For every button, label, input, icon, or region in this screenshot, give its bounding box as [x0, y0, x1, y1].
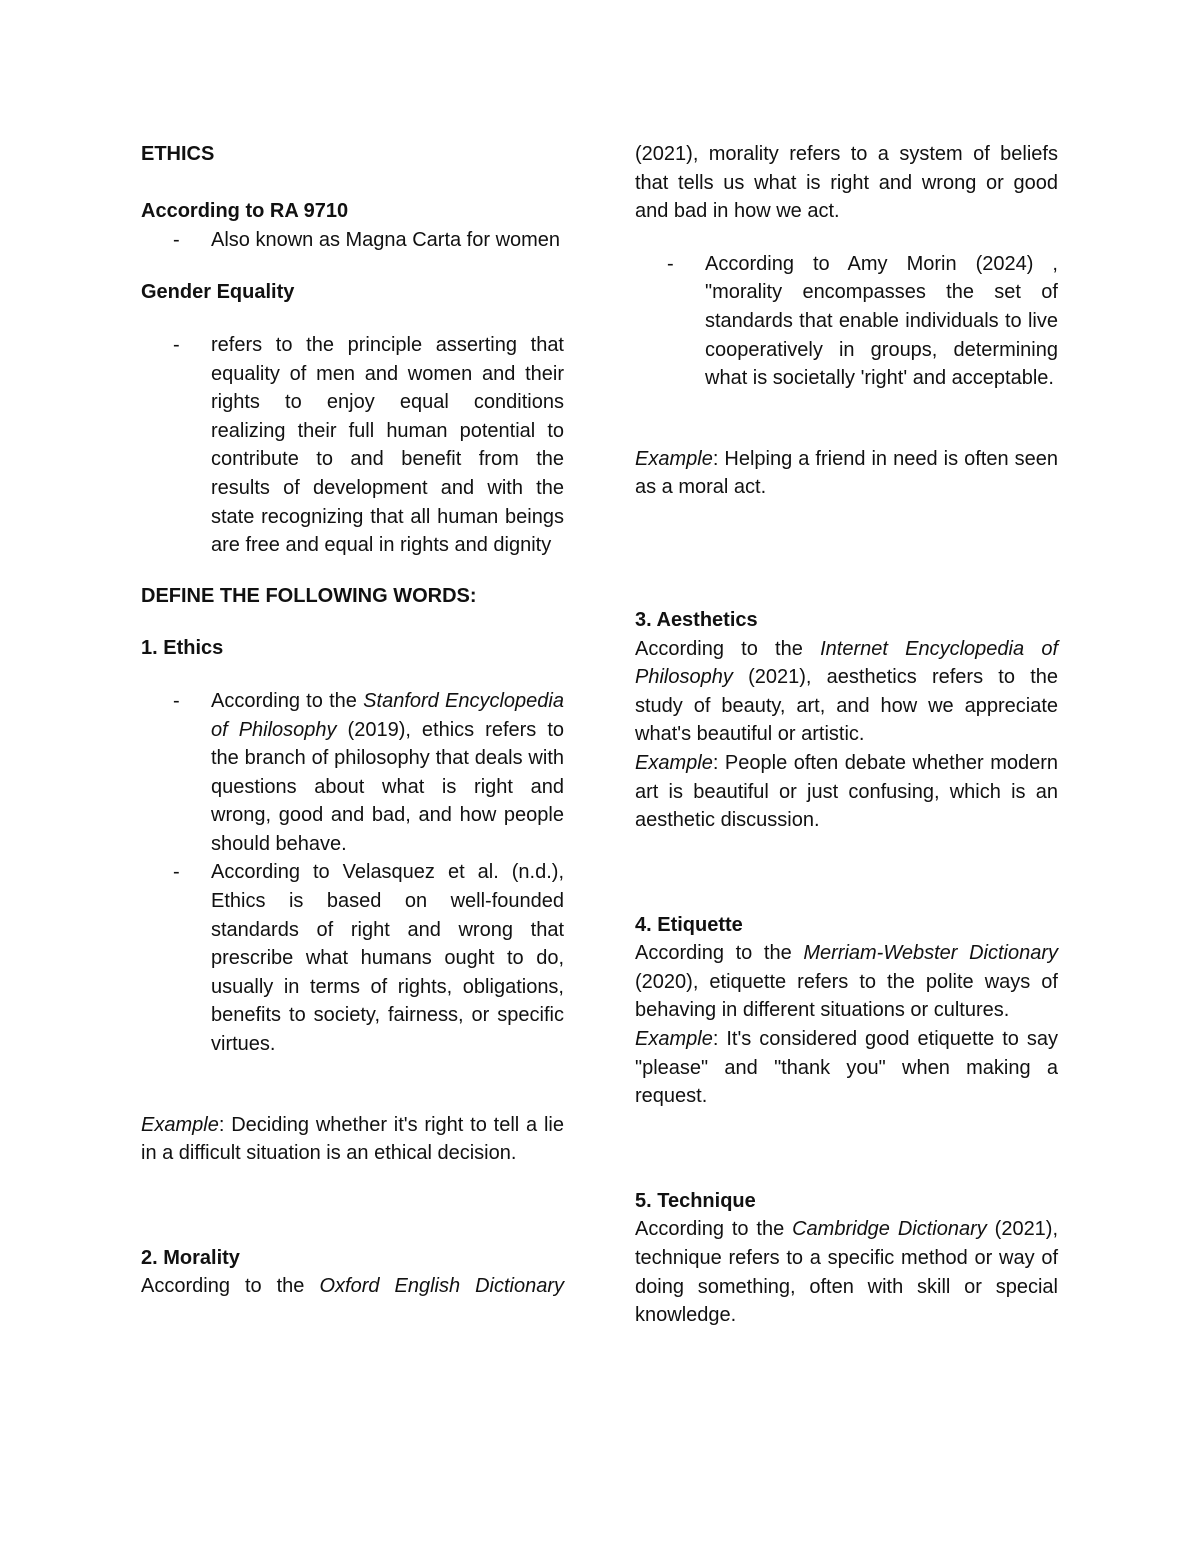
morality-intro [141, 1272, 564, 1301]
ra-bullet-text: Also known as Magna Carta for women [211, 228, 561, 251]
morality-continued: (2021), morality refers to a system of beliefs that tells us what is right and wrong or good and bad in how we act. [635, 143, 1058, 223]
morality-source: Oxford English Dictionary [319, 1275, 564, 1298]
etiquette-post: (2020), etiquette refers to the polite ways of behaving in different situations or cultures. [635, 970, 1058, 1022]
morality-heading: 2. Morality [141, 1246, 240, 1269]
gender-equality-bullet [141, 331, 564, 560]
example-label: Example [635, 447, 713, 470]
example-label: Example [635, 1028, 713, 1051]
ethics-b2-text: According to Velasquez et al. (n.d.), Ethics is based on well-founded standards of right and wrong that prescribe what humans ought to do, usually in terms of rights, obligations, benefits to society, fairness, or specific virtues. [211, 861, 564, 1056]
aesthetics-definition [635, 635, 1058, 749]
gender-equality-heading: Gender Equality [141, 281, 295, 304]
morality-pre: According to the [141, 1275, 305, 1298]
aesthetics-example-text: : People often debate whether modern art is beautiful or just confusing, which is an aesthetic discussion. [635, 751, 1058, 832]
bullet-dash: - [173, 228, 180, 251]
etiquette-pre: According to the [635, 942, 792, 965]
right-column [635, 140, 1058, 1330]
etiquette-source: Merriam-Webster Dictionary [803, 942, 1058, 965]
example-label: Example [141, 1113, 219, 1136]
bullet-dash: - [173, 333, 180, 356]
morality-bullet-text: According to Amy Morin (2024) , "morality encompasses the set of standards that enable individuals to live cooperatively in groups, determining what is societally 'right' and acceptable. [705, 252, 1058, 390]
bullet-dash: - [173, 689, 180, 712]
etiquette-example-text: : It's considered good etiquette to say "please" and "thank you" when making a request. [635, 1028, 1058, 1108]
ethics-example [141, 1111, 564, 1168]
technique-heading: 5. Technique [635, 1189, 756, 1212]
etiquette-example [635, 1025, 1058, 1111]
define-heading: DEFINE THE FOLLOWING WORDS: [141, 584, 477, 607]
ethics-bullet-2 [141, 858, 564, 1058]
ethics-b1-pre: According to the [211, 689, 357, 712]
technique-source: Cambridge Dictionary [792, 1218, 987, 1241]
example-label: Example [635, 751, 713, 774]
technique-definition [635, 1215, 1058, 1329]
morality-bullet [635, 250, 1058, 393]
morality-example [635, 445, 1058, 502]
ra-bullet [141, 226, 564, 255]
technique-post: (2021), technique refers to a specific method or way of doing something, often with skill or special knowledge. [635, 1218, 1059, 1327]
gender-equality-text: refers to the principle asserting that equality of men and women and their rights to enjoy equal conditions realizing their full human potential to contribute to and benefit from the results of development and with the state recognizing that all human beings are free and equal in rights and dignity [211, 333, 564, 557]
technique-pre: According to the [635, 1218, 785, 1241]
aesthetics-post: (2021), aesthetics refers to the study of beauty, art, and how we appreciate what's beautiful or artistic. [635, 666, 1059, 746]
ethics-heading: 1. Ethics [141, 637, 224, 660]
morality-example-text: : Helping a friend in need is often seen as a moral act. [635, 447, 1058, 499]
bullet-dash: - [173, 861, 180, 884]
aesthetics-source: Internet Encyclopedia of Philosophy [635, 637, 1058, 689]
ethics-b1-source: Stanford Encyclopedia of Philosophy [211, 689, 564, 741]
document-title: ETHICS [141, 143, 215, 165]
aesthetics-heading: 3. Aesthetics [635, 608, 758, 631]
bullet-dash: - [667, 252, 674, 275]
aesthetics-pre: According to the [635, 637, 803, 660]
ethics-b1-post: (2019), ethics refers to the branch of philosophy that deals with questions about what is right and wrong, good and bad, and how people should behave. [211, 718, 564, 855]
left-column [141, 140, 564, 1301]
ra-heading: According to RA 9710 [141, 200, 349, 223]
ethics-bullet-1 [141, 687, 564, 859]
etiquette-definition [635, 939, 1058, 1025]
aesthetics-example [635, 749, 1058, 835]
ethics-example-text: : Deciding whether it's right to tell a lie in a difficult situation is an ethical decision. [141, 1113, 564, 1165]
etiquette-heading: 4. Etiquette [635, 913, 743, 936]
